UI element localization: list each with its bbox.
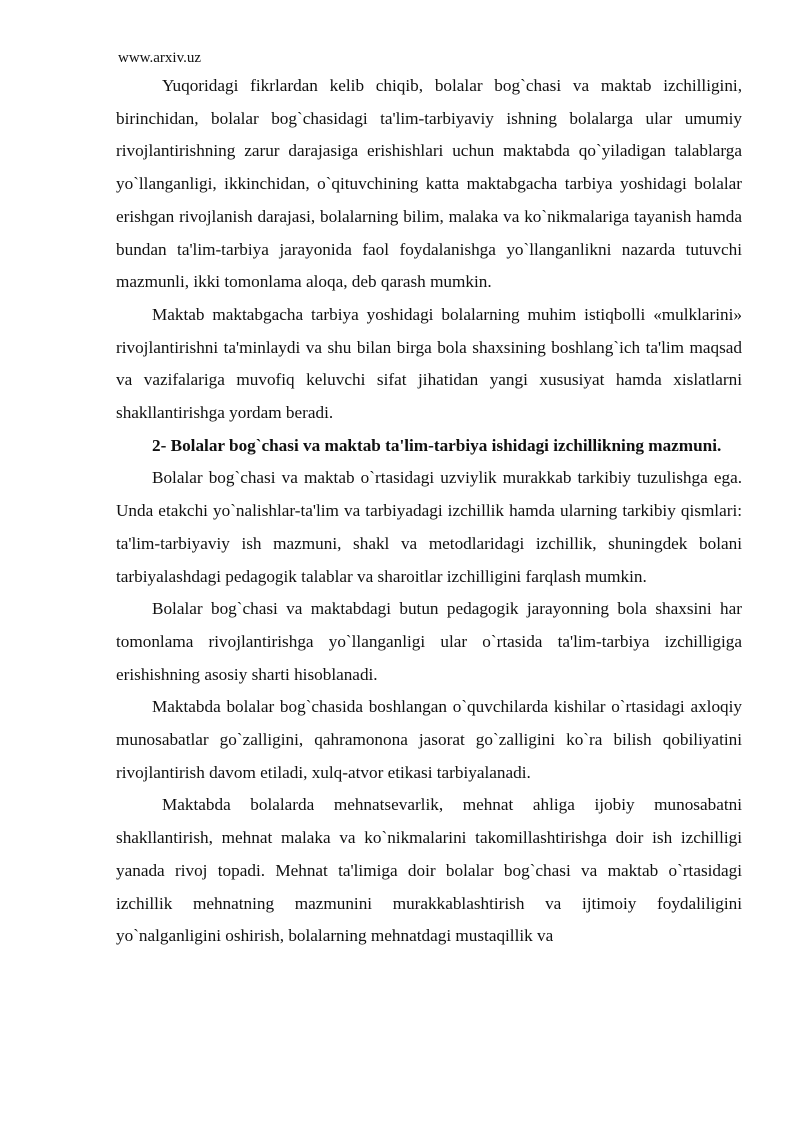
- paragraph-6: Maktabda bolalarda mehnatsevarlik, mehnat ahliga ijobiy munosabatni shakllantirish, mehnat malaka va ko`nikmalarini takomillashtirishga doir ish izchilligi yanada rivoj topadi. Mehnat ta'limiga doir bolalar bog`chasi va maktab o`rtasidagi izchillik mehnatning mazmunini murakkablashtirish va ijtimoiy foydaliligini yo`nalganligini oshirish, bolalarning mehnatdagi mustaqillik va: [116, 795, 742, 946]
- site-url: www.arxiv.uz: [118, 50, 202, 66]
- paragraph-4: Bolalar bog`chasi va maktabdagi butun pedagogik jarayonning bola shaxsini har tomonlama rivojlantirishga yo`llanganligi ular o`rtasida ta'lim-tarbiya izchilligiga erishishning asosiy sharti hisoblanadi.: [116, 599, 742, 684]
- paragraph-2: Maktab maktabgacha tarbiya yoshidagi bolalarning muhim istiqbolli «mulklarini» rivojlantirishni ta'minlaydi va shu bilan birga bola shaxsining boshlang`ich ta'lim maqsad va vazifalariga muvofiq keluvchi sifat jihatidan yangi xususiyat hamda xislatlarni shakllantirishga yordam beradi.: [116, 304, 742, 423]
- paragraph-5: Maktabda bolalar bog`chasida boshlangan o`quvchilarda kishilar o`rtasidagi axloqiy munosabatlar go`zalligini, qahramonona jasorat go`zalligini ko`ra bilish qobiliyatini rivojlantirish davom etiladi, xulq-atvor etikasi tarbiyalanadi.: [116, 697, 742, 782]
- paragraph-1: Yuqoridagi fikrlardan kelib chiqib, bolalar bog`chasi va maktab izchilligini, birinchidan, bolalar bog`chasidagi ta'lim-tarbiyaviy ishning bolalarga ular umumiy rivojlantirishning zarur darajasiga erishishlari uchun maktabda qo`yiladigan talablarga yo`llanganligi, ikkinchidan, o`qituvchining katta maktabgacha tarbiya yoshidagi bolalar erishgan rivojlanish darajasi, bolalarning bilim, malaka va ko`nikmalariga tayanish hamda bundan ta'lim-tarbiya jarayonida faol foydalanishga yo`llanganlikni nazarda tutuvchi mazmunli, ikki tomonlama aloqa, deb qarash mumkin.: [116, 76, 742, 292]
- document-body: [116, 70, 742, 953]
- section-heading: 2- Bolalar bog`chasi va maktab ta'lim-tarbiya ishidagi izchillikning mazmuni.: [152, 435, 722, 455]
- paragraph-3: Bolalar bog`chasi va maktab o`rtasidagi uzviylik murakkab tarkibiy tuzulishga ega. Unda etakchi yo`nalishlar-ta'lim va tarbiyadagi izchillik hamda ularning tarkibiy qismlari: ta'lim-tarbiyaviy ish mazmuni, shakl va metodlaridagi izchillik, shuningdek bolani tarbiyalashdagi pedagogik talablar va sharoitlar izchilligini farqlash mumkin.: [116, 468, 742, 586]
